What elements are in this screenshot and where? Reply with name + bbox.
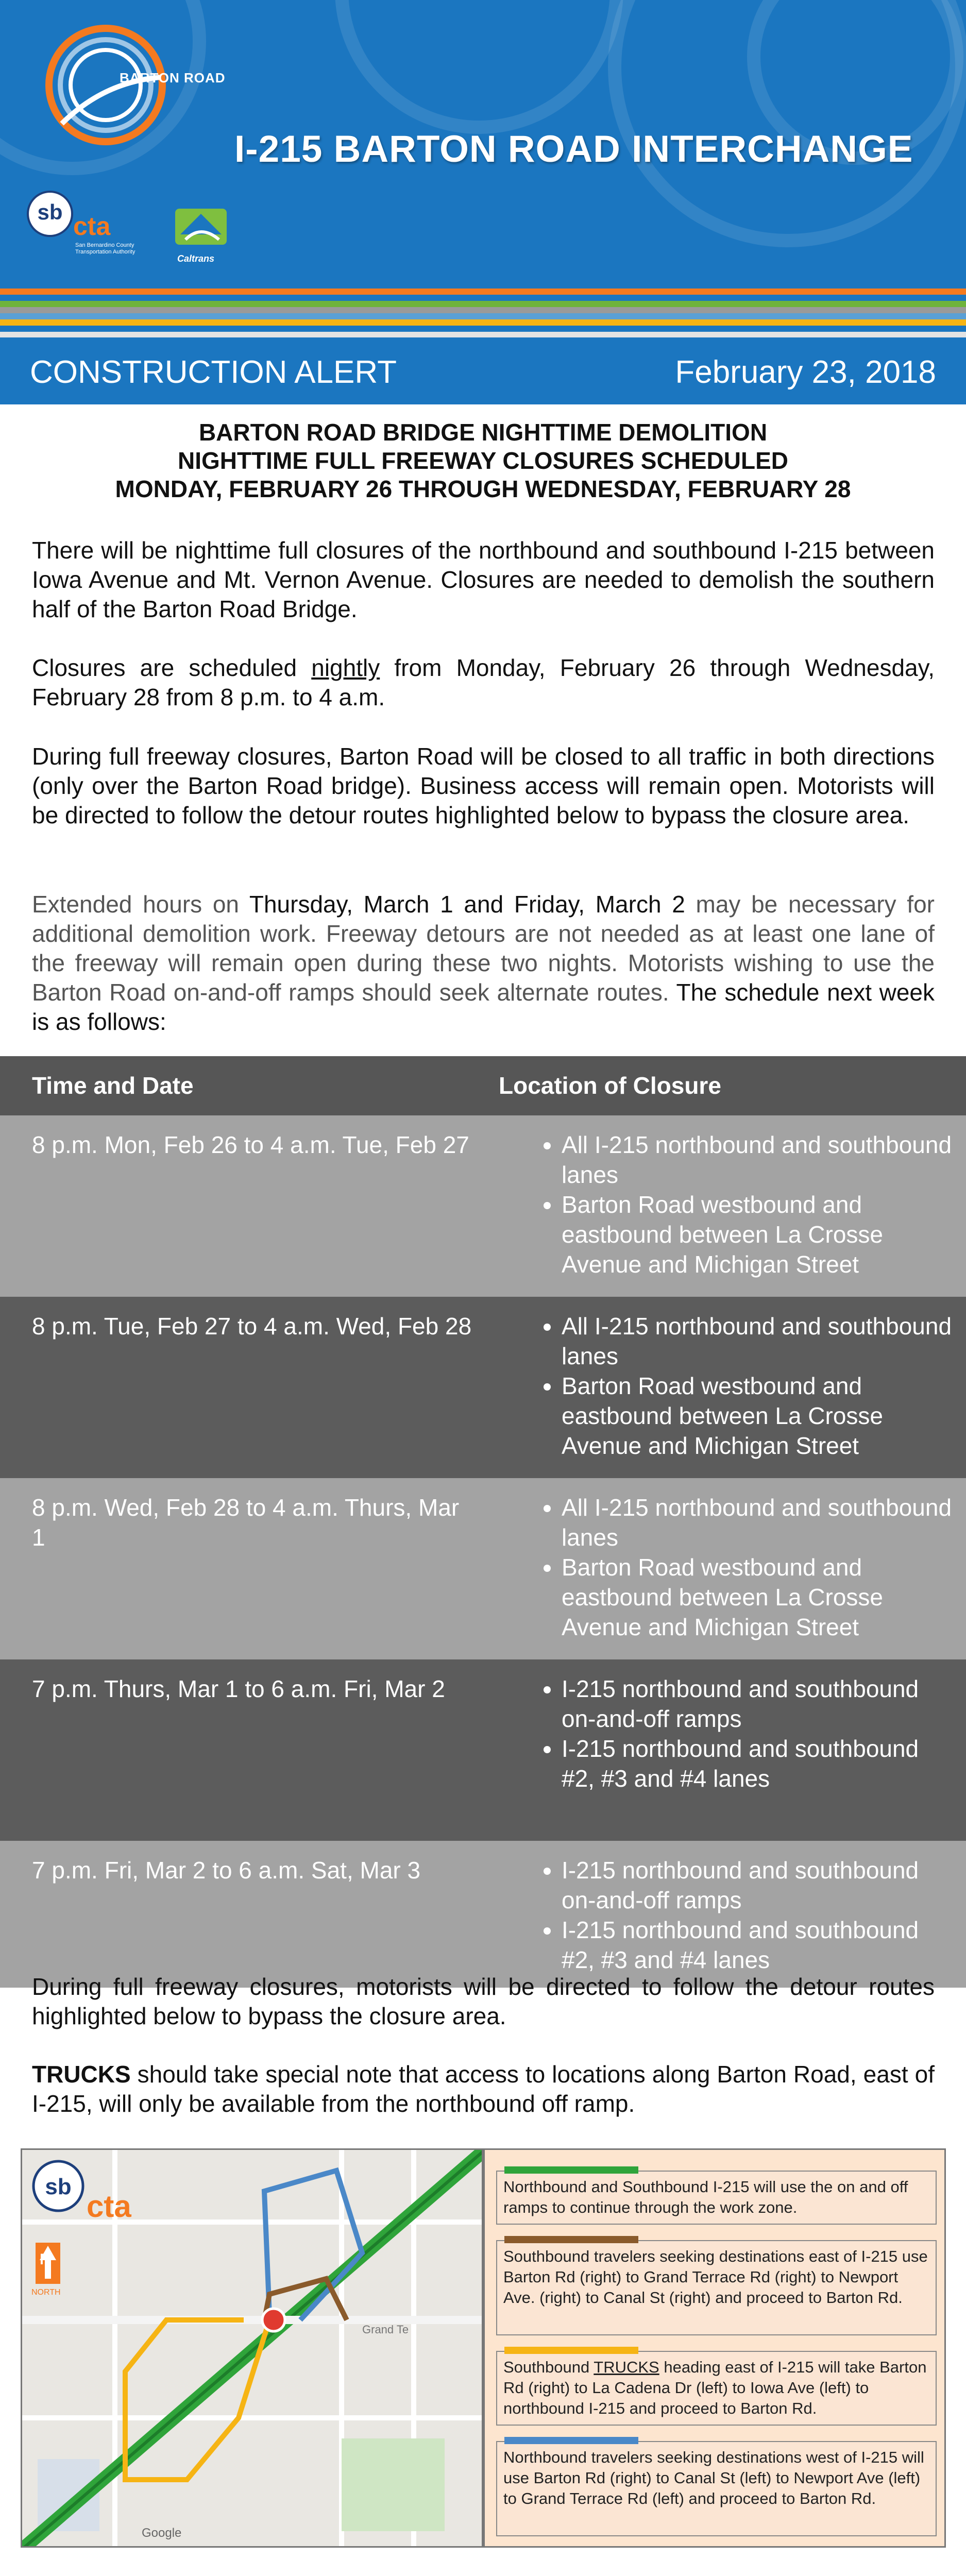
legend-swatch	[504, 2166, 638, 2174]
legend-swatch	[504, 2236, 638, 2243]
paragraph-detour: During full freeway closures, motorists will be directed to follow the detour routes highlighted below to bypass the closure area.	[32, 1973, 935, 2029]
headline-line: BARTON ROAD BRIDGE NIGHTTIME DEMOLITION	[198, 419, 768, 446]
legend-swatch	[504, 2347, 638, 2354]
location-item: • I-215 northbound and southbound #2, #3 and #4 lanes	[562, 1734, 953, 1793]
legend-item: Southbound TRUCKS heading east of I-215 will take Barton Rd (right) to La Cadena Dr (left) to Iowa Ave (left) to northbound I-215 and proceed to Barton Rd.	[496, 2351, 937, 2426]
header-banner	[0, 0, 966, 289]
construction-alert-bar	[0, 337, 966, 404]
table-row	[0, 1478, 966, 1659]
table-header	[0, 1056, 966, 1115]
row-time: 8 p.m. Wed, Feb 28 to 4 a.m. Thurs, Mar 1	[32, 1494, 460, 1551]
cta-subtitle: San Bernardino County Transportation Authority	[75, 242, 135, 255]
location-item: • All I-215 northbound and southbound lanes	[562, 1311, 953, 1371]
svg-text:sb: sb	[45, 2174, 72, 2199]
alert-date: February 23, 2018	[675, 354, 936, 390]
legend-swatch	[504, 2437, 638, 2444]
cta-logo-text: cta	[73, 212, 111, 241]
paragraph-extended-hours: Extended hours on Thursday, March 1 and Friday, March 2 may be necessary for additional demolition work. Freeway detours are not needed as at least one lane of the freeway will remain open during these two nights. Motorists wishing to use the Barton Road on-and-off ramps should seek alternate routes. The schedule next week is as follows:	[32, 891, 935, 1035]
legend-item: Southbound travelers seeking destinations east of I-215 use Barton Rd (right) to Grand Terrace Rd (right) to Newport Ave. (right) to Canal St (right) and proceed to Barton Rd.	[496, 2240, 937, 2335]
caltrans-logo[interactable]	[170, 204, 232, 252]
location-item: • All I-215 northbound and southbound lanes	[562, 1493, 953, 1552]
paragraph-trucks: TRUCKS should take special note that access to locations along Barton Road, east of I-215, will only be available from the northbound off ramp.	[32, 2061, 935, 2117]
row-locations	[526, 1674, 953, 1793]
detour-legend	[483, 2148, 946, 2548]
logo-text: BARTON ROAD	[120, 70, 226, 86]
row-time: 8 p.m. Tue, Feb 27 to 4 a.m. Wed, Feb 28	[32, 1313, 472, 1340]
location-item: • I-215 northbound and southbound on-and-off ramps	[562, 1855, 953, 1915]
location-item: • I-215 northbound and southbound #2, #3 and #4 lanes	[562, 1915, 953, 1975]
location-item: • I-215 northbound and southbound on-and-off ramps	[562, 1674, 953, 1734]
column-header-time: Time and Date	[32, 1072, 194, 1099]
map-attribution: Google	[142, 2526, 182, 2540]
detour-map-graphic	[22, 2150, 483, 2548]
row-time: 7 p.m. Thurs, Mar 1 to 6 a.m. Fri, Mar 2	[32, 1675, 445, 1702]
svg-text:cta: cta	[87, 2189, 131, 2224]
paragraph-schedule: Closures are scheduled nightly from Monday, February 26 through Wednesday, February 28 from 8 p.m. to 4 a.m.	[32, 654, 935, 710]
legend-item: Northbound travelers seeking destinations west of I-215 will use Barton Rd (right) to Canal St (left) to Newport Ave (left) to Grand Terrace Rd (left) and proceed to Barton Rd.	[496, 2441, 937, 2536]
north-arrow-label: N	[40, 2251, 51, 2268]
row-locations	[526, 1855, 953, 1975]
table-row	[0, 1659, 966, 1841]
north-arrow-sub: NORTH	[31, 2288, 61, 2297]
row-locations	[526, 1311, 953, 1461]
headline-line: MONDAY, FEBRUARY 26 THROUGH WEDNESDAY, FEBRUARY 28	[115, 476, 851, 502]
row-time: 7 p.m. Fri, Mar 2 to 6 a.m. Sat, Mar 3	[32, 1857, 421, 1884]
row-locations	[526, 1130, 953, 1279]
headline	[0, 418, 966, 503]
row-locations	[526, 1493, 953, 1642]
column-header-location: Location of Closure	[499, 1072, 721, 1099]
paragraph-closures: There will be nighttime full closures of the northbound and southbound I-215 between Iowa Avenue and Mt. Vernon Avenue. Closures are needed to demolish the southern half of the Barton Road Bridge.	[32, 537, 935, 622]
caltrans-label: Caltrans	[177, 253, 215, 264]
location-item: • All I-215 northbound and southbound lanes	[562, 1130, 953, 1190]
decorative-ring	[335, 0, 623, 134]
table-row	[0, 1841, 966, 1988]
paragraph-barton-closure: During full freeway closures, Barton Road will be closed to all traffic in both directions (only over the Barton Road bridge). Business access will remain open. Motorists will be directed to follow the detour routes highlighted below to bypass the closure area.	[32, 743, 935, 828]
sbcta-logo[interactable]: sb	[27, 191, 73, 237]
detour-map[interactable]	[21, 2148, 483, 2548]
map-label: Grand Te	[362, 2323, 409, 2336]
location-item: • Barton Road westbound and eastbound between La Crosse Avenue and Michigan Street	[562, 1371, 953, 1461]
table-row	[0, 1297, 966, 1478]
closure-schedule-table	[0, 1056, 966, 1988]
headline-line: NIGHTTIME FULL FREEWAY CLOSURES SCHEDULED	[177, 447, 789, 474]
location-item: • Barton Road westbound and eastbound between La Crosse Avenue and Michigan Street	[562, 1190, 953, 1279]
header-stripes	[0, 289, 966, 338]
location-item: • Barton Road westbound and eastbound between La Crosse Avenue and Michigan Street	[562, 1552, 953, 1642]
page-title: I-215 BARTON ROAD INTERCHANGE	[234, 128, 913, 170]
row-time: 8 p.m. Mon, Feb 26 to 4 a.m. Tue, Feb 27	[32, 1131, 469, 1158]
alert-label: CONSTRUCTION ALERT	[30, 354, 397, 390]
legend-item: Northbound and Southbound I-215 will use the on and off ramps to continue through the work zone.	[496, 2171, 937, 2225]
table-row	[0, 1115, 966, 1297]
